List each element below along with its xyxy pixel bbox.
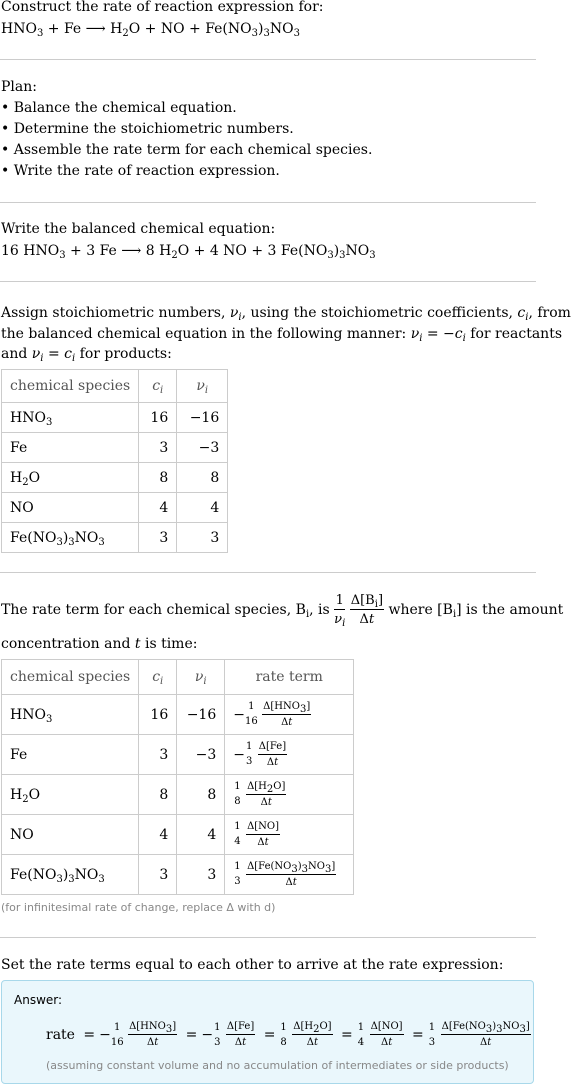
col-header-c: $c_i$ <box>139 370 177 403</box>
species-cell: $HNO_3$ <box>2 695 139 735</box>
plan-title: Plan: <box>1 79 37 95</box>
rateterm-paragraph-line1: The rate term for each chemical species, $B_i$, is $\frac{1}{\nu_i}$ $\frac{\Delta[B_i]}{\Delta t}$ where $[B_i]$ is the amount <box>1 593 564 629</box>
nu-cell: −16 <box>177 695 225 735</box>
divider <box>0 937 536 938</box>
table-row <box>2 815 354 855</box>
plan-step: • Assemble the rate term for each chemical species. <box>1 142 373 158</box>
nu-cell: 4 <box>177 493 228 523</box>
divider <box>0 59 536 60</box>
table-row <box>2 493 228 523</box>
col-header-nu: $\nu_i$ <box>177 660 225 695</box>
species-cell: NO <box>2 493 139 523</box>
rate-term-cell: 1 8 $\frac{\Delta[H_2O]}{\Delta t}$ <box>225 775 354 815</box>
divider <box>0 281 536 282</box>
col-header-rate-term: rate term <box>225 660 354 695</box>
stoich-table <box>1 369 228 553</box>
c-cell: 3 <box>139 523 177 553</box>
table-row <box>2 695 354 735</box>
c-cell: 3 <box>139 433 177 463</box>
col-header-species: chemical species <box>2 660 139 695</box>
stoich-paragraph-line2: the balanced chemical equation in the following manner: $\nu_i = -c_i$ for reactants <box>1 326 563 344</box>
divider <box>0 572 536 573</box>
plan-step: • Determine the stoichiometric numbers. <box>1 121 294 137</box>
infinitesimal-note: (for infinitesimal rate of change, replace Δ with d) <box>1 901 276 914</box>
rate-word: rate <box>46 1027 75 1043</box>
c-cell: 3 <box>139 735 177 775</box>
nu-cell: 4 <box>177 815 225 855</box>
final-heading: Set the rate terms equal to each other to arrive at the rate expression: <box>1 957 504 973</box>
stoich-paragraph-line3: and $\nu_i = c_i$ for products: <box>1 346 172 364</box>
col-header-species: chemical species <box>2 370 139 403</box>
table-header-row <box>2 370 228 403</box>
table-row <box>2 775 354 815</box>
c-cell: 4 <box>139 493 177 523</box>
nu-cell: 3 <box>177 523 228 553</box>
nu-cell: −3 <box>177 433 228 463</box>
unbalanced-reaction: $HNO_3 + Fe$ ⟶ $H_2O$ + NO + $Fe(NO_3)_3NO_3$ <box>1 21 300 39</box>
assumption-note: (assuming constant volume and no accumulation of intermediates or side products) <box>46 1059 509 1072</box>
rateterm-paragraph-line2: concentration and t is time: <box>1 636 198 652</box>
table-row <box>2 433 228 463</box>
c-cell: 8 <box>139 775 177 815</box>
balanced-heading: Write the balanced chemical equation: <box>1 221 276 237</box>
species-cell: $Fe(NO_3)_3NO_3$ <box>2 523 139 553</box>
c-cell: 16 <box>139 695 177 735</box>
balanced-equation: 16 $HNO_3 + 3$ Fe ⟶ 8 $H_2O + 4$ NO + 3 $Fe(NO_3)_3NO_3$ <box>1 243 376 261</box>
c-cell: 8 <box>139 463 177 493</box>
intro-heading: Construct the rate of reaction expression for: <box>1 0 324 15</box>
col-header-nu: $\nu_i$ <box>177 370 228 403</box>
answer-label: Answer: <box>14 993 63 1007</box>
nu-cell: 8 <box>177 463 228 493</box>
species-cell: Fe <box>2 433 139 463</box>
rate-term-derivative: $\frac{\Delta[B_i]}{\Delta t}$ <box>350 593 384 627</box>
species-cell: NO <box>2 815 139 855</box>
rate-term-cell: − 1 16 $\frac{\Delta[HNO_3]}{\Delta t}$ <box>225 695 354 735</box>
table-row <box>2 735 354 775</box>
table-row <box>2 463 228 493</box>
species-cell: $HNO_3$ <box>2 403 139 433</box>
c-cell: 3 <box>139 855 177 895</box>
nu-cell: −3 <box>177 735 225 775</box>
c-cell: 16 <box>139 403 177 433</box>
divider <box>0 202 536 203</box>
rateterm-table <box>1 659 354 895</box>
table-header-row <box>2 660 354 695</box>
nu-cell: −16 <box>177 403 228 433</box>
answer-box <box>1 980 534 1084</box>
stoich-paragraph-line1: Assign stoichiometric numbers, $\nu_i$, using the stoichiometric coefficients, $c_i$, from <box>1 305 571 323</box>
rate-expression: rate = − 1 16 $\frac{\Delta[HNO_3]}{\Delta t}$ = − 1 3 $\frac{\Delta[Fe]}{\Delta t}$ = 1 8 $\frac{\Delta[H_2O]}{\Delta t}$ = 1 4 $\frac{\Delta[NO]}{\Delta t}$ = 1 3 $\frac{\Delta[Fe(NO_3)_3NO_3]}{\Delta t}$ <box>46 1021 530 1048</box>
rate-term-cell: 1 4 $\frac{\Delta[NO]}{\Delta t}$ <box>225 815 354 855</box>
species-cell: $H_2O$ <box>2 463 139 493</box>
plan-step: • Write the rate of reaction expression. <box>1 163 280 179</box>
species-cell: $Fe(NO_3)_3NO_3$ <box>2 855 139 895</box>
nu-cell: 3 <box>177 855 225 895</box>
table-row <box>2 855 354 895</box>
plan-step: • Balance the chemical equation. <box>1 100 237 116</box>
c-cell: 4 <box>139 815 177 855</box>
col-header-c: $c_i$ <box>139 660 177 695</box>
table-row <box>2 523 228 553</box>
rate-term-definition: $\frac{1}{\nu_i}$ <box>334 593 346 629</box>
nu-cell: 8 <box>177 775 225 815</box>
rate-term-cell: 1 3 $\frac{\Delta[Fe(NO_3)_3NO_3]}{\Delta t}$ <box>225 855 354 895</box>
species-cell: $H_2O$ <box>2 775 139 815</box>
rate-term-cell: − 1 3 $\frac{\Delta[Fe]}{\Delta t}$ <box>225 735 354 775</box>
species-cell: Fe <box>2 735 139 775</box>
table-row <box>2 403 228 433</box>
